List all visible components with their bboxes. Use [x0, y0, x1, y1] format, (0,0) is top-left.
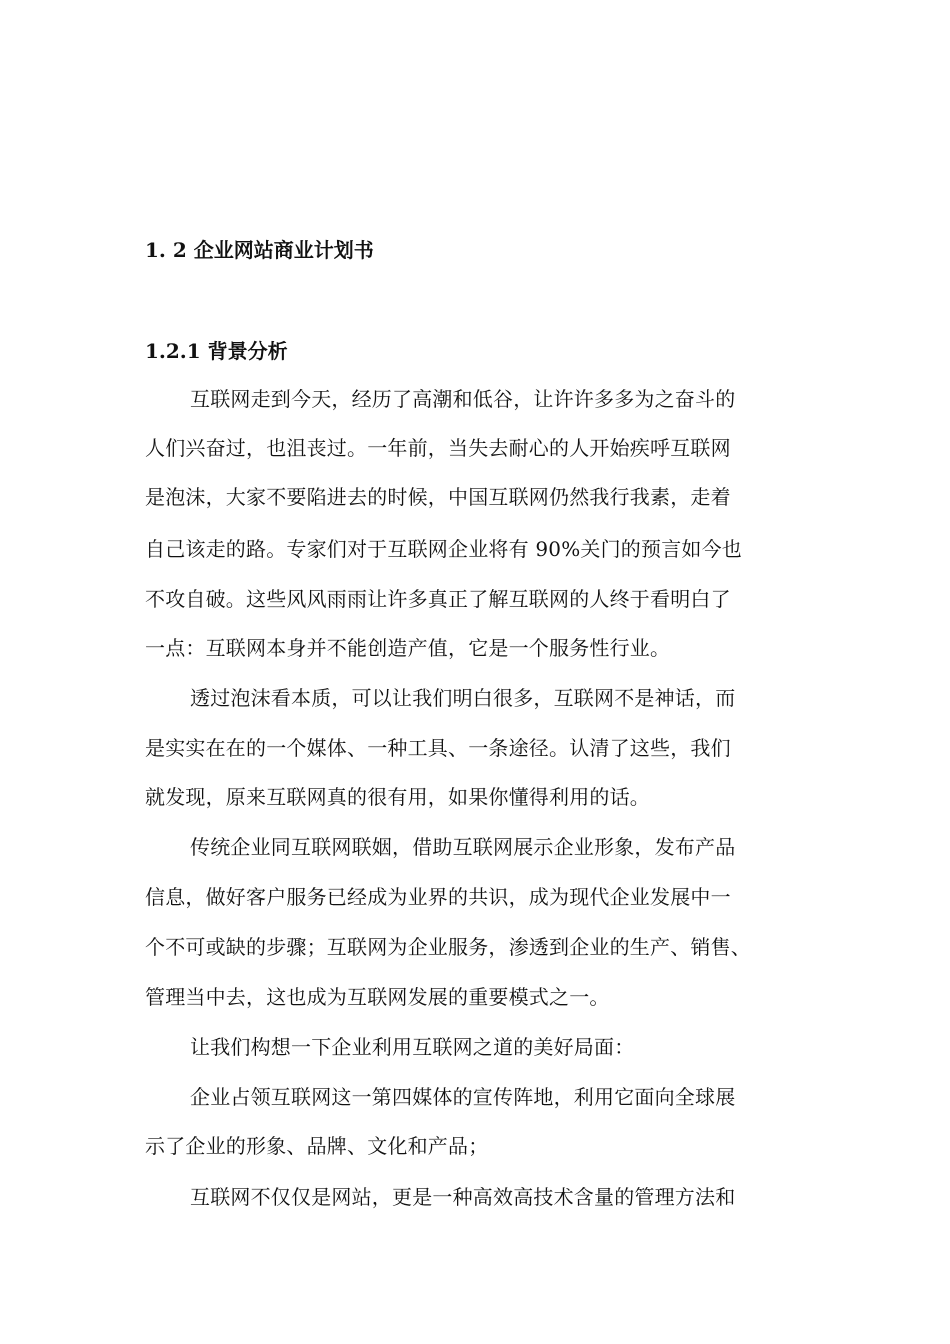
section-title: 1. 2 企业网站商业计划书	[145, 238, 374, 262]
paragraph-line: 不攻自破。这些风风雨雨让许多真正了解互联网的人终于看明白了	[145, 587, 731, 611]
paragraph-line: 是泡沫，大家不要陷进去的时候，中国互联网仍然我行我素，走着	[145, 485, 731, 509]
paragraph-line: 互联网走到今天，经历了高潮和低谷，让许许多多为之奋斗的	[190, 387, 736, 411]
subsection-title: 1.2.1 背景分析	[145, 339, 288, 363]
paragraph-line: 信息，做好客户服务已经成为业界的共识，成为现代企业发展中一	[145, 885, 731, 909]
paragraph-line: 透过泡沫看本质，可以让我们明白很多，互联网不是神话，而	[190, 686, 736, 710]
paragraph-line: 示了企业的形象、品牌、文化和产品；	[145, 1134, 489, 1158]
paragraph-line: 管理当中去，这也成为互联网发展的重要模式之一。	[145, 985, 610, 1009]
paragraph-line: 就发现，原来互联网真的很有用，如果你懂得利用的话。	[145, 785, 650, 809]
paragraph-line: 互联网不仅仅是网站，更是一种高效高技术含量的管理方法和	[190, 1185, 736, 1209]
paragraph-line: 传统企业同互联网联姻，借助互联网展示企业形象，发布产品	[190, 835, 736, 859]
paragraph-line: 让我们构想一下企业利用互联网之道的美好局面：	[190, 1035, 635, 1059]
paragraph-line: 企业占领互联网这一第四媒体的宣传阵地，利用它面向全球展	[190, 1085, 736, 1109]
paragraph-line: 人们兴奋过，也沮丧过。一年前，当失去耐心的人开始疾呼互联网	[145, 436, 731, 460]
paragraph-line: 一点：互联网本身并不能创造产值，它是一个服务性行业。	[145, 636, 671, 660]
paragraph-line: 个不可或缺的步骤；互联网为企业服务，渗透到企业的生产、销售、	[145, 935, 751, 959]
paragraph-line: 是实实在在的一个媒体、一种工具、一条途径。认清了这些，我们	[145, 736, 731, 760]
paragraph-line: 自己该走的路。专家们对于互联网企业将有 90%关门的预言如今也	[145, 537, 743, 561]
